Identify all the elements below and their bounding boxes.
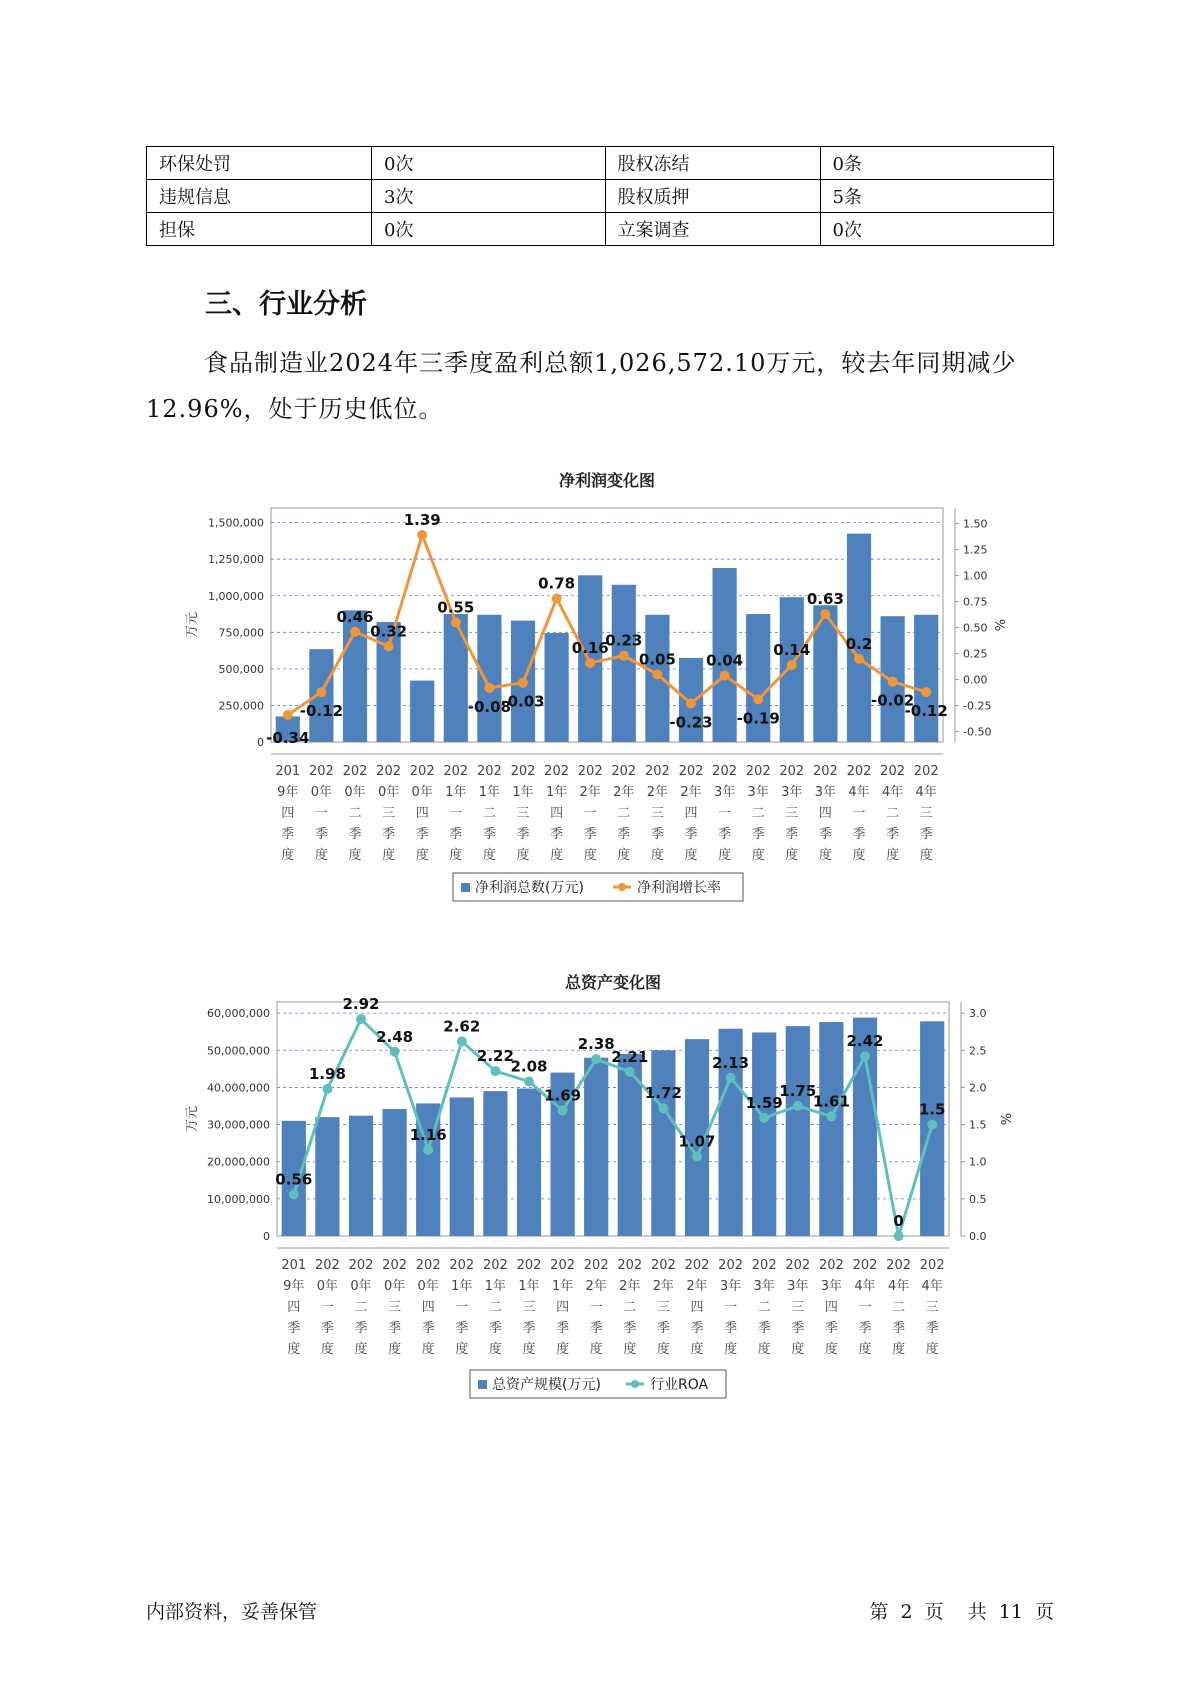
bar xyxy=(786,1026,810,1236)
rate-data-label: 1.5 xyxy=(918,1100,946,1119)
rate-data-label: 2.13 xyxy=(712,1053,750,1072)
rate-point xyxy=(356,1014,366,1024)
rate-point xyxy=(854,654,864,664)
rate-data-label: 1.07 xyxy=(678,1132,716,1151)
rate-point xyxy=(759,1113,769,1123)
y-right-tick-label: -0.50 xyxy=(963,725,992,739)
bar xyxy=(349,1116,373,1236)
x-tick-label: 202 4年一季度 xyxy=(852,1258,878,1357)
rate-point xyxy=(860,1051,870,1061)
y-right-tick-label: 1.0 xyxy=(969,1155,987,1169)
x-tick-label: 202 2年一季度 xyxy=(583,1258,609,1357)
x-tick-label: 202 0年一季度 xyxy=(308,764,334,863)
rate-point xyxy=(793,1101,803,1111)
y-left-tick-label: 30,000,000 xyxy=(207,1118,270,1132)
y-left-tick-label: 40,000,000 xyxy=(207,1081,270,1095)
rate-data-label: 0.55 xyxy=(437,598,475,617)
x-tick-label: 202 1年二季度 xyxy=(476,764,502,863)
x-tick-label: 202 1年四季度 xyxy=(544,764,570,863)
rate-data-label: 1.98 xyxy=(308,1064,346,1083)
bar xyxy=(914,615,938,742)
rate-data-label: 2.92 xyxy=(342,995,380,1014)
y-left-tick-label: 250,000 xyxy=(218,699,264,713)
x-tick-label: 202 1年三季度 xyxy=(516,1258,542,1357)
y-right-tick-label: 0.50 xyxy=(963,621,988,635)
rate-point xyxy=(585,658,595,668)
table-value-cell: 5条 xyxy=(820,180,1054,213)
rate-data-label: 1.72 xyxy=(644,1084,682,1103)
table-label-cell: 担保 xyxy=(147,213,372,246)
rate-data-label: -0.23 xyxy=(669,713,713,732)
rate-data-label: 0.56 xyxy=(275,1170,313,1189)
rate-point xyxy=(686,699,696,709)
x-tick-label: 202 4年二季度 xyxy=(880,764,906,863)
bar xyxy=(444,614,468,742)
rate-data-label: 1.39 xyxy=(403,511,441,530)
y-right-axis-label: % xyxy=(994,618,1009,632)
y-right-tick-label: 0.75 xyxy=(963,595,988,609)
rate-point xyxy=(652,669,662,679)
x-tick-label: 202 0年二季度 xyxy=(348,1258,374,1357)
legend-label-bars: 净利润总数(万元) xyxy=(475,880,584,896)
rate-data-label: 2.42 xyxy=(846,1032,884,1051)
y-right-tick-label: 1.5 xyxy=(969,1118,987,1132)
y-left-tick-label: 500,000 xyxy=(218,662,264,676)
y-left-tick-label: 10,000,000 xyxy=(207,1192,270,1206)
bar xyxy=(450,1097,474,1236)
x-tick-label: 202 2年四季度 xyxy=(678,764,704,863)
rate-point xyxy=(417,530,427,540)
rate-data-label: -0.19 xyxy=(736,709,780,728)
rate-point xyxy=(350,627,360,637)
rate-data-label: 0 xyxy=(893,1212,904,1230)
page-prefix: 第 xyxy=(869,1601,889,1623)
rate-data-label: -0.12 xyxy=(299,702,344,721)
total-prefix: 共 xyxy=(967,1601,987,1623)
legend-label-bars: 总资产规模(万元) xyxy=(492,1377,601,1393)
y-right-tick-label: 1.25 xyxy=(963,543,988,557)
rate-data-label: -0.02 xyxy=(870,691,915,710)
rate-data-label: -0.34 xyxy=(266,728,310,747)
x-tick-label: 202 2年三季度 xyxy=(650,1258,676,1357)
rate-data-label: 0.23 xyxy=(605,631,643,650)
x-tick-label: 202 2年二季度 xyxy=(617,1258,643,1357)
page-suffix: 页 xyxy=(924,1601,944,1623)
industry-analysis-paragraph: 食品制造业2024年三季度盈利总额1,026,572.10万元，较去年同期减少12.96%，处于历史低位。 xyxy=(146,349,1017,423)
bar xyxy=(651,1050,675,1236)
bar xyxy=(752,1032,776,1236)
x-tick-label: 202 4年三季度 xyxy=(913,764,939,863)
footer-confidential-note: 内部资料，妥善保管 xyxy=(146,1601,318,1623)
bar xyxy=(483,1091,507,1236)
rate-point xyxy=(753,694,763,704)
table-value-cell: 0次 xyxy=(372,213,606,246)
rate-point xyxy=(490,1066,500,1076)
x-tick-label: 202 2年二季度 xyxy=(611,764,637,863)
y-left-tick-label: 50,000,000 xyxy=(207,1044,270,1058)
y-right-tick-label: 1.00 xyxy=(963,569,988,583)
x-tick-label: 201 9年四季度 xyxy=(275,764,301,863)
rate-data-label: -0.08 xyxy=(467,697,512,716)
y-right-tick-label: -0.25 xyxy=(963,699,992,713)
bar xyxy=(584,1058,608,1236)
total-pages: 11 xyxy=(998,1601,1023,1623)
rate-data-label: 1.61 xyxy=(812,1092,850,1111)
y-right-tick-label: 1.50 xyxy=(963,517,988,531)
rate-data-label: 2.08 xyxy=(510,1057,548,1076)
bar xyxy=(545,633,569,742)
rate-point xyxy=(457,1036,467,1046)
legend-bar-swatch xyxy=(478,1380,487,1389)
rate-data-label: -0.12 xyxy=(904,702,948,721)
rate-point xyxy=(826,1111,836,1121)
bar xyxy=(383,1109,407,1236)
rate-data-label: 2.38 xyxy=(577,1035,615,1054)
x-tick-label: 202 0年四季度 xyxy=(409,764,435,863)
rate-point xyxy=(888,677,898,687)
x-tick-label: 202 4年二季度 xyxy=(886,1258,912,1357)
rate-point xyxy=(322,1084,332,1094)
rate-point xyxy=(552,593,562,603)
rate-data-label: 0.78 xyxy=(538,574,576,593)
x-tick-label: 202 1年三季度 xyxy=(510,764,536,863)
y-right-tick-label: 0.5 xyxy=(969,1192,987,1206)
y-left-tick-label: 1,500,000 xyxy=(208,516,264,530)
x-tick-label: 202 3年一季度 xyxy=(712,764,738,863)
rate-data-label: -0.03 xyxy=(501,692,545,711)
table-value-cell: 0条 xyxy=(820,147,1054,180)
rate-data-label: 0.2 xyxy=(845,634,873,653)
rate-data-label: 1.59 xyxy=(745,1093,783,1112)
rate-point xyxy=(283,710,293,720)
table-row xyxy=(147,213,1054,246)
x-tick-label: 202 0年四季度 xyxy=(415,1258,441,1357)
rate-data-label: 2.48 xyxy=(376,1027,414,1046)
rate-data-label: 0.05 xyxy=(638,650,676,669)
y-right-tick-label: 2.5 xyxy=(969,1044,987,1058)
rate-data-label: 1.69 xyxy=(544,1086,582,1105)
table-label-cell: 股权质押 xyxy=(605,180,820,213)
x-tick-label: 202 3年一季度 xyxy=(718,1258,744,1357)
total-assets-chart xyxy=(0,960,1191,1430)
table-row xyxy=(147,147,1054,180)
bar xyxy=(315,1117,339,1236)
bar xyxy=(612,585,636,742)
rate-point xyxy=(658,1103,668,1113)
bar xyxy=(410,681,434,742)
rate-data-label: 0.14 xyxy=(773,641,811,660)
x-tick-label: 202 3年三季度 xyxy=(785,1258,811,1357)
x-tick-label: 202 3年二季度 xyxy=(751,1258,777,1357)
rate-point xyxy=(787,660,797,670)
rate-data-label: 1.16 xyxy=(409,1125,447,1144)
y-left-axis-label: 万元 xyxy=(185,1105,200,1133)
x-tick-label: 202 4年三季度 xyxy=(919,1258,945,1357)
x-tick-label: 202 1年二季度 xyxy=(482,1258,508,1357)
rate-data-label: 0.63 xyxy=(806,590,844,609)
y-right-tick-label: 3.0 xyxy=(969,1007,987,1021)
rate-data-label: 0.32 xyxy=(370,622,408,641)
y-right-tick-label: 0.25 xyxy=(963,647,988,661)
rate-data-label: 2.21 xyxy=(611,1047,649,1066)
rate-point xyxy=(927,1120,937,1130)
rate-point xyxy=(591,1054,601,1064)
x-tick-label: 202 3年四季度 xyxy=(812,764,838,863)
x-tick-label: 202 3年二季度 xyxy=(745,764,771,863)
rate-point xyxy=(289,1189,299,1199)
table-row xyxy=(147,180,1054,213)
bar xyxy=(477,615,501,742)
rate-point xyxy=(619,651,629,661)
y-right-axis-label: % xyxy=(1000,1112,1015,1126)
x-tick-label: 202 2年三季度 xyxy=(644,764,670,863)
rate-data-label: 2.22 xyxy=(476,1047,514,1066)
x-tick-label: 202 2年四季度 xyxy=(684,1258,710,1357)
rate-point xyxy=(720,670,730,680)
y-left-axis-label: 万元 xyxy=(185,611,200,639)
legend-bar-swatch xyxy=(461,883,470,892)
table-value-cell: 3次 xyxy=(372,180,606,213)
table-label-cell: 股权冻结 xyxy=(605,147,820,180)
y-left-tick-label: 60,000,000 xyxy=(207,1007,270,1021)
legend-label-line: 净利润增长率 xyxy=(637,880,721,896)
rate-data-label: 1.75 xyxy=(779,1082,817,1100)
risk-info-table xyxy=(146,146,1054,246)
rate-point xyxy=(518,678,528,688)
table-value-cell: 0次 xyxy=(372,147,606,180)
section-title: 三、行业分析 xyxy=(205,289,367,320)
x-tick-label: 202 1年四季度 xyxy=(550,1258,576,1357)
bar xyxy=(517,1089,541,1236)
bar xyxy=(853,1018,877,1236)
x-tick-label: 201 9年四季度 xyxy=(281,1258,307,1357)
x-tick-label: 202 0年三季度 xyxy=(376,764,402,863)
table-label-cell: 环保处罚 xyxy=(147,147,372,180)
y-left-tick-label: 1,000,000 xyxy=(208,589,264,603)
x-tick-label: 202 4年一季度 xyxy=(846,764,872,863)
rate-point xyxy=(625,1067,635,1077)
page-number: 2 xyxy=(900,1601,913,1623)
rate-data-label: 2.62 xyxy=(443,1017,481,1036)
rate-data-label: 0.04 xyxy=(706,651,744,670)
table-label-cell: 违规信息 xyxy=(147,180,372,213)
rate-data-label: 0.46 xyxy=(336,607,374,626)
rate-point xyxy=(484,683,494,693)
rate-point xyxy=(316,687,326,697)
rate-point xyxy=(390,1047,400,1057)
chart-title: 总资产变化图 xyxy=(564,973,662,992)
bar xyxy=(819,1022,843,1236)
y-right-tick-label: 0.00 xyxy=(963,673,988,687)
rate-point xyxy=(451,617,461,627)
rate-point xyxy=(726,1073,736,1083)
rate-point xyxy=(692,1152,702,1162)
y-right-tick-label: 2.0 xyxy=(969,1081,987,1095)
y-left-tick-label: 0 xyxy=(257,736,264,749)
rate-point xyxy=(524,1076,534,1086)
y-left-tick-label: 20,000,000 xyxy=(207,1155,270,1169)
y-left-tick-label: 750,000 xyxy=(218,626,264,640)
x-tick-label: 202 0年二季度 xyxy=(342,764,368,863)
x-tick-label: 202 3年四季度 xyxy=(818,1258,844,1357)
rate-point xyxy=(921,687,931,697)
x-tick-label: 202 2年一季度 xyxy=(577,764,603,863)
rate-point xyxy=(894,1231,904,1241)
legend-line-marker xyxy=(618,883,626,891)
net-profit-chart xyxy=(0,460,1191,930)
y-left-tick-label: 0 xyxy=(263,1230,270,1243)
rate-point xyxy=(384,641,394,651)
total-suffix: 页 xyxy=(1034,1601,1054,1623)
y-left-tick-label: 1,250,000 xyxy=(208,553,264,567)
x-tick-label: 202 3年三季度 xyxy=(779,764,805,863)
rate-point xyxy=(423,1145,433,1155)
rate-point xyxy=(820,609,830,619)
x-tick-label: 202 0年一季度 xyxy=(314,1258,340,1357)
x-tick-label: 202 1年一季度 xyxy=(443,764,469,863)
legend-line-marker xyxy=(631,1380,639,1388)
legend-label-line: 行业ROA xyxy=(650,1377,709,1393)
y-right-tick-label: 0.0 xyxy=(969,1230,987,1243)
chart-title: 净利润变化图 xyxy=(558,471,656,490)
table-label-cell: 立案调查 xyxy=(605,213,820,246)
x-tick-label: 202 0年三季度 xyxy=(382,1258,408,1357)
footer-page-info xyxy=(869,1597,1054,1624)
rate-data-label: 0.16 xyxy=(571,638,609,657)
rate-point xyxy=(558,1105,568,1115)
table-value-cell: 0次 xyxy=(820,213,1054,246)
x-tick-label: 202 1年一季度 xyxy=(449,1258,475,1357)
